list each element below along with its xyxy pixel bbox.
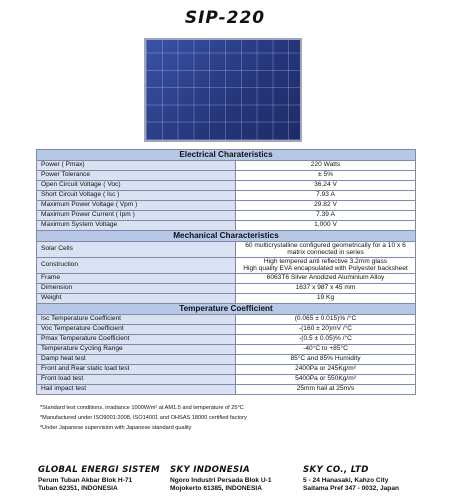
row-label: Power ( Pmax)	[37, 161, 236, 171]
table-row	[37, 315, 416, 325]
row-label: Temperature Cycling Range	[37, 345, 236, 355]
company-name: GLOBAL ENERGI SISTEM	[38, 465, 160, 475]
table-row	[37, 284, 416, 294]
company-address: Ngoro Industri Persada Blok U-1	[170, 477, 272, 484]
section-title: Temperature Coefficient	[37, 304, 416, 315]
row-value: 7.93 A	[236, 191, 416, 201]
section-header-mechanical	[37, 231, 416, 242]
company-address: Mojokerto 61385, INDONESIA	[170, 485, 262, 492]
row-label: Maximum Power Current ( Ipm )	[37, 211, 236, 221]
row-value: -(0.5 ± 0.05)% /°C	[236, 335, 416, 345]
section-title: Electrical Charateristics	[37, 150, 416, 161]
row-value: 7.39 A	[236, 211, 416, 221]
company-address: Saitama Pref 347 - 0032, Japan	[303, 485, 400, 492]
table-row	[37, 171, 416, 181]
table-row	[37, 242, 416, 258]
row-label: Open Circuit Voltage ( Voc)	[37, 181, 236, 191]
row-label: Weight	[37, 294, 236, 304]
table-row	[37, 274, 416, 284]
table-row	[37, 201, 416, 211]
company-address: Tuban 62351, INDONESIA	[38, 485, 118, 492]
row-label: Dimension	[37, 284, 236, 294]
table-row	[37, 181, 416, 191]
footnote: *Standard test conditions, irradiance 1000W/m² at AM1.5 and temperature of 25°C	[40, 405, 244, 411]
table-row	[37, 375, 416, 385]
section-header-electrical	[37, 150, 416, 161]
row-value: 1637 x 987 x 45 mm	[236, 284, 416, 294]
row-value: 2400Pa or 245Kg/m²	[236, 365, 416, 375]
row-label: Voc Temperature Coefficient	[37, 325, 236, 335]
row-value: 85°C and 85% Humidity	[236, 355, 416, 365]
row-label: Maximum Power Voltage ( Vpm )	[37, 201, 236, 211]
row-value-line: High tempered anti reflective 3.2mm glass	[263, 257, 388, 265]
row-value: (0.065 ± 0.015)% /°C	[236, 315, 416, 325]
row-label: Pmax Temperature Coefficient	[37, 335, 236, 345]
table-row	[37, 191, 416, 201]
company-address: Perum Tuban Akbar Blok H-71	[38, 477, 133, 484]
footnote: *Under Japanese supervision with Japanese standard quality	[40, 425, 192, 431]
row-label: Hail impact test	[37, 385, 236, 395]
row-label: Maximum System Voltage	[37, 221, 236, 231]
table-row	[37, 161, 416, 171]
row-value-line: High quality EVA encapsulated with Polyester backsheet	[243, 264, 408, 272]
row-label: Solar Cells	[37, 242, 236, 258]
row-value: -40°C to +85°C	[236, 345, 416, 355]
row-value: 25mm hail at 25m/s	[236, 385, 416, 395]
section-header-temperature	[37, 304, 416, 315]
row-label: Front and Rear static load test	[37, 365, 236, 375]
row-label: Construction	[37, 258, 236, 274]
table-row	[37, 385, 416, 395]
row-label: Front load test	[37, 375, 236, 385]
row-value: 19 Kg	[236, 294, 416, 304]
row-value: 220 Watts	[236, 161, 416, 171]
table-row	[37, 325, 416, 335]
row-value-line: matrix connected in series	[287, 248, 364, 256]
footnotes	[40, 403, 420, 433]
solar-panel-image	[144, 38, 302, 142]
row-value: 29.82 V	[236, 201, 416, 211]
row-value: 1,000 V	[236, 221, 416, 231]
row-value-line: 60 multicrystalline configured geometrically for a 10 x 6	[245, 241, 406, 249]
table-row	[37, 335, 416, 345]
row-label: Short Circuit Voltage ( Isc )	[37, 191, 236, 201]
table-row	[37, 258, 416, 274]
footnote: *Manufactured under ISO9001:2008, ISO14001 and OHSAS 18000 certified factory	[40, 415, 247, 421]
table-row	[37, 211, 416, 221]
company-global-energi-sistem	[38, 465, 160, 493]
company-name: SKY CO., LTD	[303, 465, 369, 475]
table-row	[37, 221, 416, 231]
row-value: -(160 ± 20)mV /°C	[236, 325, 416, 335]
company-sky-indonesia	[170, 465, 272, 493]
row-value: ± 5%	[236, 171, 416, 181]
section-title: Mechanical Characteristics	[37, 231, 416, 242]
row-value	[236, 258, 416, 274]
table-row	[37, 294, 416, 304]
row-value: 5400Pa or 550Kg/m²	[236, 375, 416, 385]
table-row	[37, 365, 416, 375]
table-row	[37, 345, 416, 355]
row-label: Power Tolerance	[37, 171, 236, 181]
row-label: Isc Temperature Coefficient	[37, 315, 236, 325]
company-sky-co-ltd	[303, 465, 399, 493]
row-value	[236, 242, 416, 258]
row-label: Frame	[37, 274, 236, 284]
row-label: Damp heat test	[37, 355, 236, 365]
company-footer	[0, 465, 450, 500]
company-address: 5 - 24 Hanasaki, Kahzo City	[303, 477, 389, 484]
spec-table	[36, 149, 416, 395]
row-value: 36.24 V	[236, 181, 416, 191]
product-title: SIP-220	[184, 8, 266, 28]
row-value: 6063T6 Silver Anodized Aluminium Alloy	[236, 274, 416, 284]
company-name: SKY INDONESIA	[170, 465, 250, 475]
table-row	[37, 355, 416, 365]
